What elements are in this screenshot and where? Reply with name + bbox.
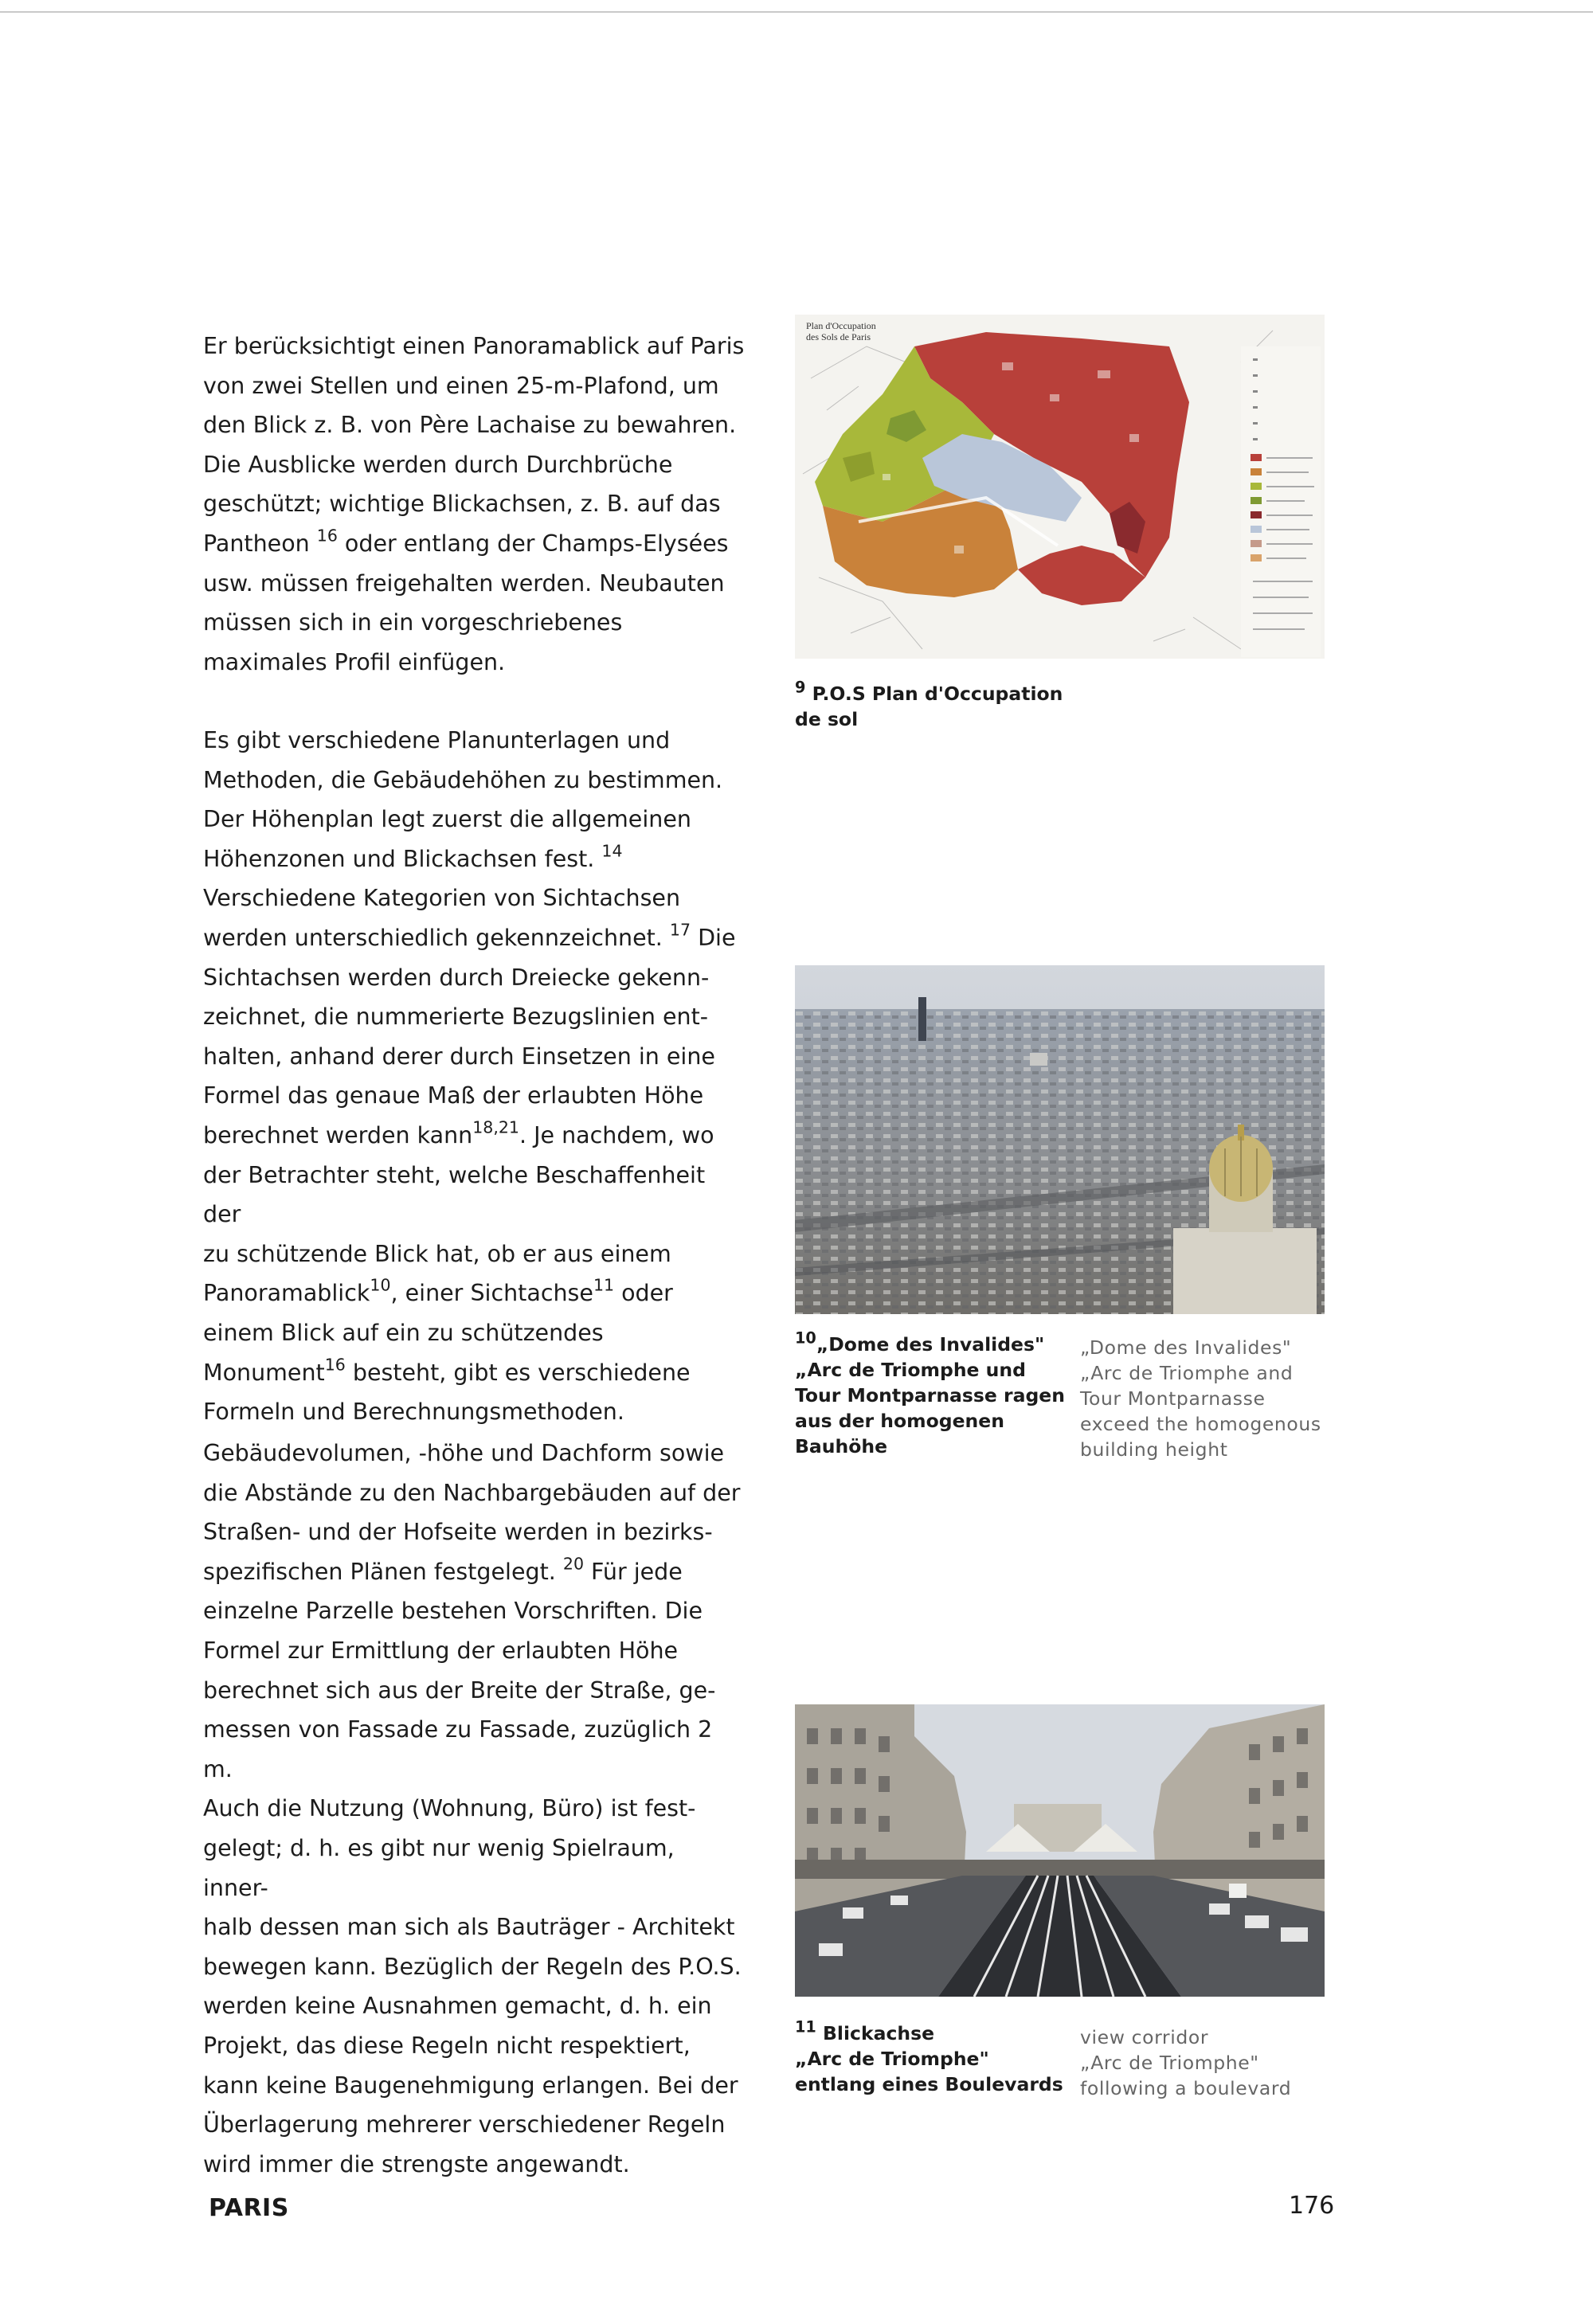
text-line: von zwei Stellen und einen 25-m-Plafond, um xyxy=(203,372,719,399)
text-line: werden unterschiedlich gekennzeichnet. $^{17}$ Die xyxy=(203,920,736,951)
text-line: Formel zur Ermittlung der erlaubten Höhe xyxy=(203,1637,679,1664)
text-line: kann keine Baugenehmigung erlangen. Bei der xyxy=(203,2072,738,2099)
caption-fig9-number: 9 xyxy=(795,678,806,697)
caption-fig11-de-line3: entlang eines Boulevards xyxy=(795,2073,1063,2095)
text-line: Panoramablick$^{10}$, einer Sichtachse$^{11}$ oder xyxy=(203,1275,673,1307)
pos-land-use-map xyxy=(795,315,1325,659)
text-line: einzelne Parzelle bestehen Vorschriften. Die xyxy=(203,1598,703,1625)
caption-fig10-de-line3: Tour Montparnasse ragen xyxy=(795,1384,1065,1407)
text-line: Pantheon $^{16}$ oder entlang der Champs-Elysées xyxy=(203,526,729,557)
text-line: spezifischen Plänen festgelegt. $^{20}$ Für jede xyxy=(203,1554,683,1585)
text-line: zeichnet, die nummerierte Bezugslinien ent- xyxy=(203,1004,709,1031)
caption-fig10-de-line4: aus der homogenen xyxy=(795,1410,1004,1432)
text-line: Es gibt verschiedene Planunterlagen und xyxy=(203,727,671,753)
footnote-ref: 17 xyxy=(669,920,691,940)
text-line: halb dessen man sich als Bauträger - Architekt xyxy=(203,1914,735,1941)
footnote-ref: 10 xyxy=(370,1275,391,1295)
text-line: berechnet sich aus der Breite der Straße, ge- xyxy=(203,1676,716,1704)
text-line: messen von Fassade zu Fassade, zuzüglich 2 m. xyxy=(203,1716,713,1782)
caption-fig11-en-line1: view corridor xyxy=(1080,2026,1209,2048)
top-rule xyxy=(0,11,1593,13)
body-paragraph-2 xyxy=(203,721,745,1432)
body-paragraph-3 xyxy=(203,1434,745,2184)
text-line: Formel das genaue Maß der erlaubten Höhe xyxy=(203,1082,704,1109)
text-line: Der Höhenplan legt zuerst die allgemeinen xyxy=(203,806,691,833)
text-line: berechnet werden kann$^{18,21}$. Je nachdem, wo xyxy=(203,1117,714,1148)
text-line: geschützt; wichtige Blickachsen, z. B. auf das xyxy=(203,491,721,518)
text-line: Projekt, das diese Regeln nicht respektiert, xyxy=(203,2032,691,2059)
text-line: Er berücksichtigt einen Panoramablick auf Paris xyxy=(203,333,745,359)
text-line: Die Ausblicke werden durch Durchbrüche xyxy=(203,451,673,478)
text-line: die Abstände zu den Nachbargebäuden auf der xyxy=(203,1479,741,1506)
text-line: Monument$^{16}$ besteht, gibt es verschiedene xyxy=(203,1354,691,1386)
text-line: usw. müssen freigehalten werden. Neubauten xyxy=(203,569,725,597)
text-line: werden keine Ausnahmen gemacht, d. h. ein xyxy=(203,1993,712,2020)
text-line: halten, anhand derer durch Einsetzen in eine xyxy=(203,1043,715,1070)
footer-section-title: PARIS xyxy=(209,2194,289,2222)
caption-fig10-en-line5: building height xyxy=(1080,1438,1228,1461)
page-number: 176 xyxy=(1289,2192,1335,2220)
caption-fig11-de-line2: „Arc de Triomphe" xyxy=(795,2048,989,2070)
boulevard-view-photo xyxy=(795,1704,1325,1997)
text-line: der Betrachter steht, welche Beschaffenheit der xyxy=(203,1161,706,1228)
map-title-line2: des Sols de Paris xyxy=(806,331,871,342)
text-line: den Blick z. B. von Père Lachaise zu bewahren. xyxy=(203,412,737,439)
caption-fig10-en-line3: Tour Montparnasse xyxy=(1080,1387,1266,1410)
aerial-view-photo xyxy=(795,965,1325,1314)
text-line: Straßen- und der Hofseite werden in bezirks- xyxy=(203,1519,713,1546)
map-title-line1: Plan d'Occupation xyxy=(806,320,876,331)
text-line: Auch die Nutzung (Wohnung, Büro) ist fest- xyxy=(203,1795,696,1822)
caption-fig10-german xyxy=(795,1328,1066,1459)
caption-fig11-number: 11 xyxy=(795,2017,816,2036)
caption-fig10-english xyxy=(1080,1335,1335,1462)
text-line: Verschiedene Kategorien von Sichtachsen xyxy=(203,885,681,912)
caption-fig11-en-line2: „Arc de Triomphe" xyxy=(1080,2052,1259,2074)
caption-fig9-line1: P.O.S Plan d'Occupation xyxy=(812,683,1063,705)
caption-fig11-english xyxy=(1080,2025,1335,2101)
text-line: Methoden, die Gebäudehöhen zu bestimmen. xyxy=(203,766,723,793)
footnote-ref: 16 xyxy=(324,1354,346,1374)
text-line: wird immer die strengste angewandt. xyxy=(203,2150,630,2177)
caption-fig10-number: 10 xyxy=(795,1328,816,1348)
text-line: Überlagerung mehrerer verschiedener Regeln xyxy=(203,2111,726,2138)
footnote-ref: 11 xyxy=(593,1275,615,1295)
caption-fig9-line2: de sol xyxy=(795,708,859,730)
caption-fig10-en-line4: exceed the homogenous xyxy=(1080,1413,1321,1435)
caption-fig10-en-line2: „Arc de Triomphe and xyxy=(1080,1362,1294,1384)
text-line: gelegt; d. h. es gibt nur wenig Spielraum, inner- xyxy=(203,1834,675,1901)
text-line: müssen sich in ein vorgeschriebenes xyxy=(203,609,623,636)
caption-fig10-de-line2: „Arc de Triomphe und xyxy=(795,1359,1026,1381)
caption-fig10-en-line1: „Dome des Invalides" xyxy=(1080,1336,1292,1359)
text-line: maximales Profil einfügen. xyxy=(203,648,506,675)
text-line: Formeln und Berechnungsmethoden. xyxy=(203,1399,624,1426)
text-line: zu schützende Blick hat, ob er aus einem xyxy=(203,1240,671,1267)
footnote-ref: 16 xyxy=(316,526,338,546)
text-line: bewegen kann. Bezüglich der Regeln des P.O.S. xyxy=(203,1953,742,1980)
caption-fig10-de-line5: Bauhöhe xyxy=(795,1435,888,1457)
caption-fig10-de-line1: „Dome des Invalides" xyxy=(816,1333,1045,1356)
text-line: Sichtachsen werden durch Dreiecke gekenn- xyxy=(203,964,710,991)
text-line: einem Blick auf ein zu schützendes xyxy=(203,1319,604,1346)
caption-fig9 xyxy=(795,678,1114,732)
caption-fig11-en-line3: following a boulevard xyxy=(1080,2077,1292,2099)
footnote-ref: 18,21 xyxy=(472,1117,519,1137)
text-line: Höhenzonen und Blickachsen fest. $^{14}$ xyxy=(203,841,623,872)
caption-fig11-german xyxy=(795,2017,1066,2097)
caption-fig11-de-line1: Blickachse xyxy=(823,2022,935,2044)
text-line: Gebäudevolumen, -höhe und Dachform sowie xyxy=(203,1440,725,1466)
footnote-ref: 20 xyxy=(562,1554,584,1574)
body-paragraph-1 xyxy=(203,327,745,682)
footnote-ref: 14 xyxy=(601,841,623,861)
